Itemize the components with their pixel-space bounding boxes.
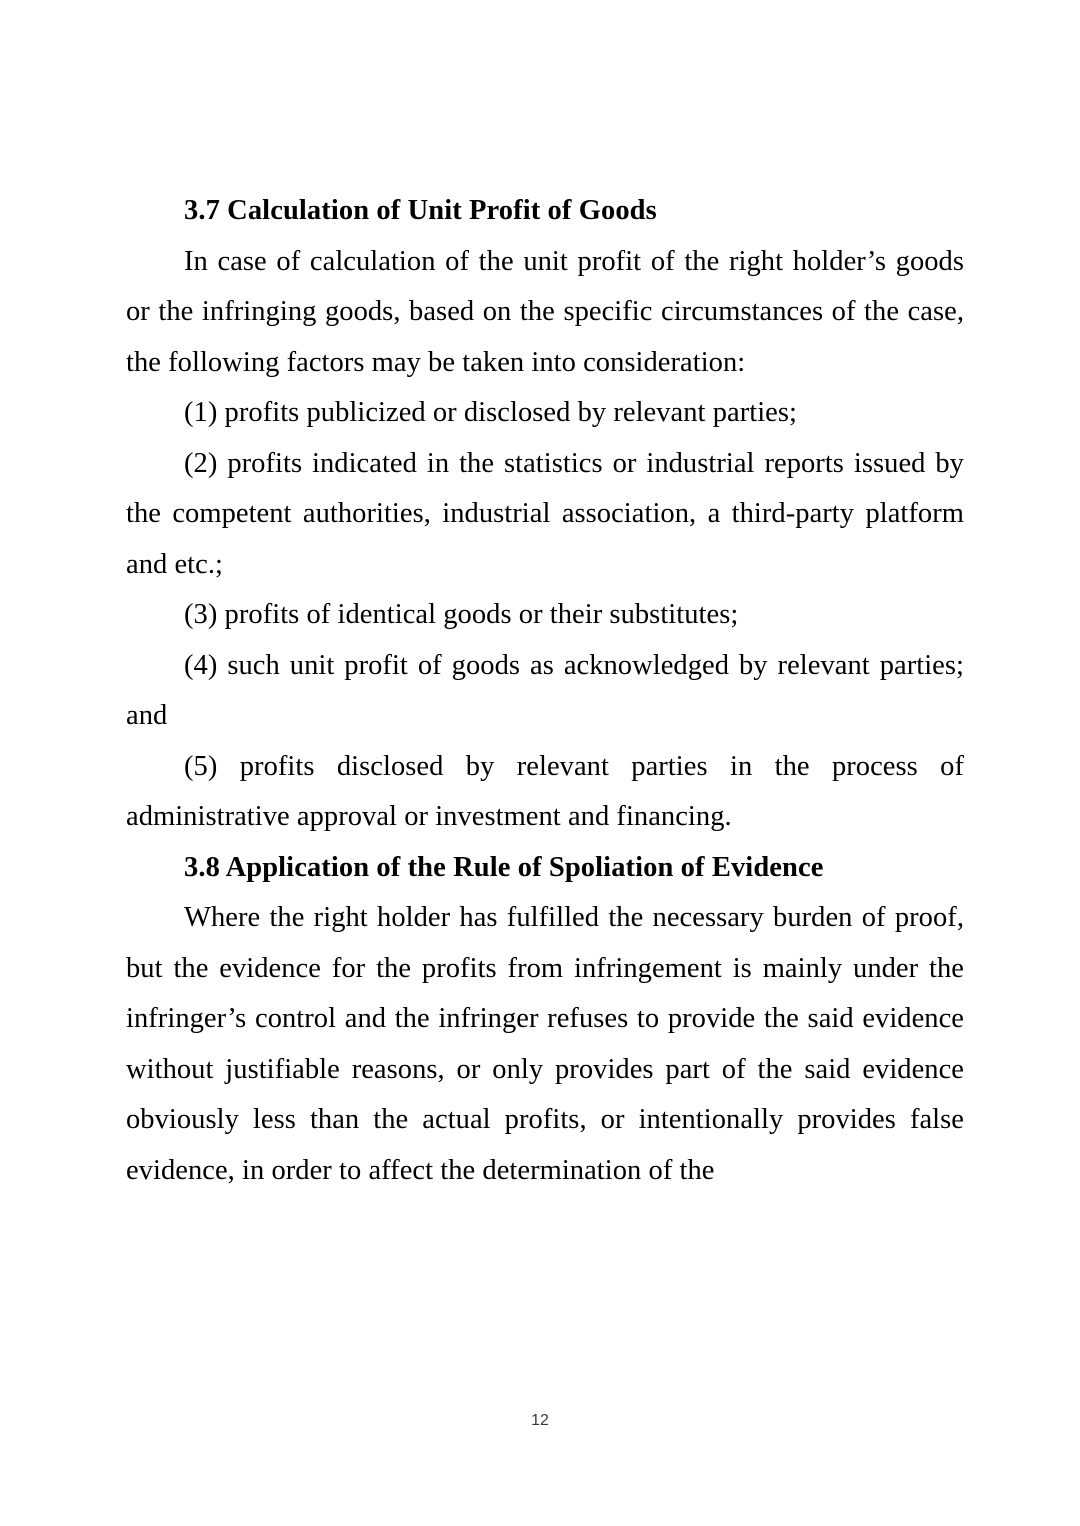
list-item-1: (1) profits publicized or disclosed by relevant parties; xyxy=(184,397,797,428)
page-number: 12 xyxy=(531,1412,549,1429)
section-3-7-intro-paragraph: In case of calculation of the unit profit of the right holder’s goods or the infringing goods, based on the specific circumstances of the case, the following factors may be taken into consideration: xyxy=(126,245,964,378)
section-heading-3-8: 3.8 Application of the Rule of Spoliation of Evidence xyxy=(184,851,824,883)
section-3-8-intro-paragraph: Where the right holder has fulfilled the necessary burden of proof, but the evidence for the profits from infringement is mainly under the infringer’s control and the infringer refuses to provide the said evidence without justifiable reasons, or only provides part of the said evidence obviously less than the actual profits, or intentionally provides false evidence, in order to affect the determination of the xyxy=(126,902,964,1186)
list-item-3: (3) profits of identical goods or their substitutes; xyxy=(184,599,739,630)
list-item-5: (5) profits disclosed by relevant parties in the process of administrative approval or investment and financing. xyxy=(126,750,964,832)
list-item-2: (2) profits indicated in the statistics or industrial reports issued by the competent authorities, industrial association, a third-party platform and etc.; xyxy=(126,447,964,580)
page-content xyxy=(126,186,964,1196)
section-heading-3-7: 3.7 Calculation of Unit Profit of Goods xyxy=(184,195,657,226)
list-item-4: (4) such unit profit of goods as acknowledged by relevant parties; and xyxy=(126,649,964,731)
